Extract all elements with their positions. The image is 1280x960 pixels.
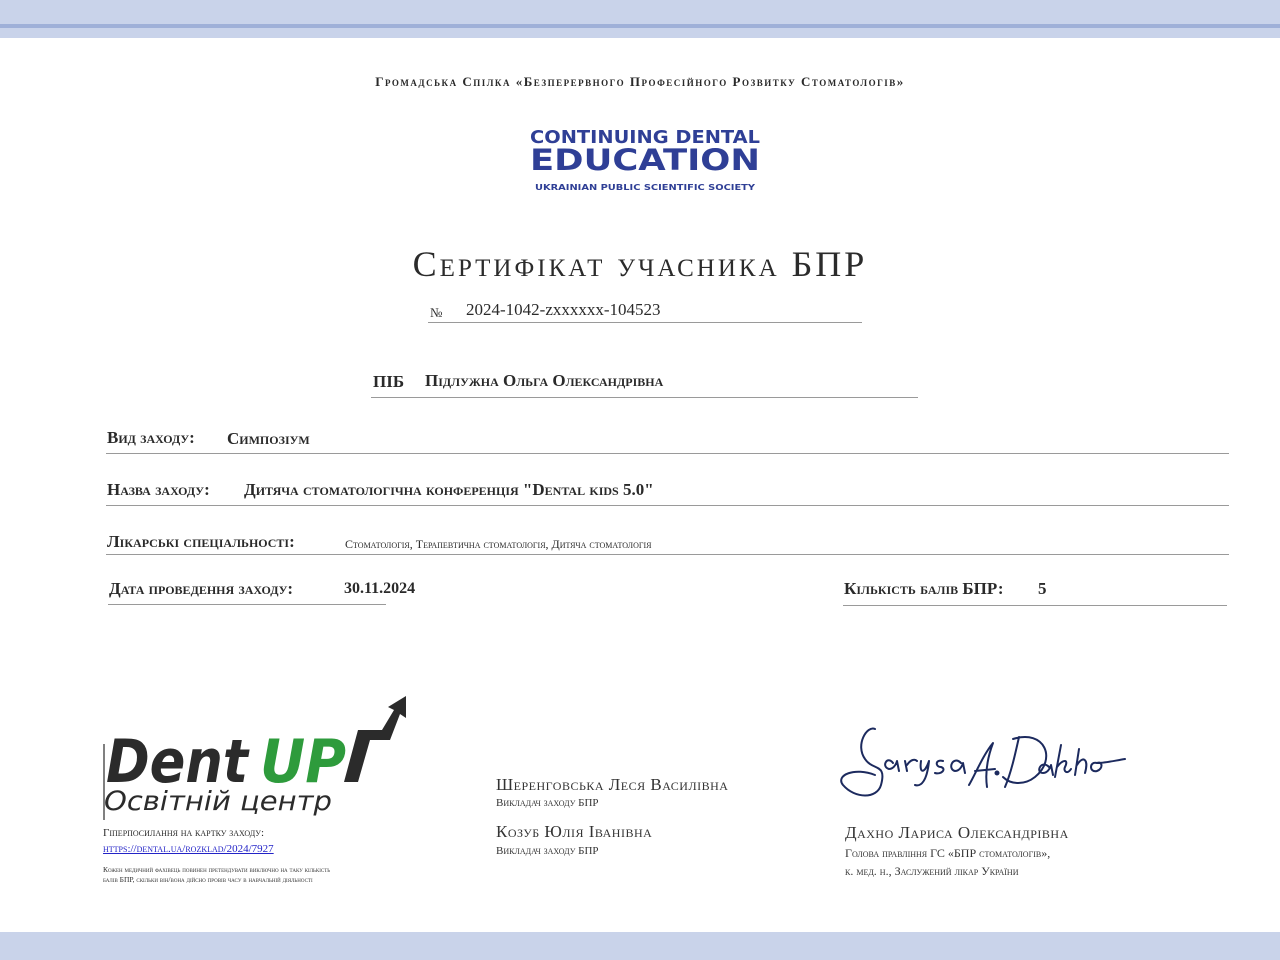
organization-name: Громадська Спілка «Безперервного Професійного Розвитку Стоматологів» (375, 74, 905, 89)
head-role-line2: к. мед. н., Заслужений лікар України (845, 864, 1019, 878)
event-name-row (106, 478, 1229, 506)
cde-logo (520, 126, 770, 196)
event-date-label: Дата проведення заходу: (109, 579, 294, 598)
certificate-title: Сертифікат учасника БПР (412, 244, 868, 284)
event-hyperlink[interactable]: https://dental.ua/rozklad/2024/7927 (103, 843, 274, 855)
bottom-border-band (0, 932, 1280, 960)
participant-name: Підлужна Ольга Олександрівна (425, 371, 664, 390)
lecturer-2-name: Козуб Юлія Іванівна (496, 822, 653, 841)
certificate-number-label: № (430, 305, 443, 320)
disclaimer-text: Кожен медичний фахівець повинен претендувати виключно на таку кількість балів БПР, скільки він/вона дійсно провів часу в навчальній діяльності (103, 865, 331, 884)
event-date-row (108, 577, 416, 605)
points-value: 5 (1038, 579, 1047, 598)
points-row (843, 577, 1227, 606)
event-date: 30.11.2024 (344, 580, 416, 597)
dentup-logo-up: UP (260, 727, 347, 797)
certificate-number: 2024-1042-zxxxxxx-104523 (466, 300, 661, 319)
specialties-label: Лікарські спеціальності: (107, 532, 295, 551)
dentup-arrow-icon (344, 696, 406, 782)
certificate-number-row (428, 300, 862, 323)
lecturer-1-name: Шеренговська Леся Василівна (496, 775, 729, 794)
head-name: Дахно Лариса Олександрівна (845, 823, 1069, 842)
lecturer-1-role: Викладач заходу БПР (496, 797, 599, 809)
cde-logo-line1: CONTINUING DENTAL (530, 127, 760, 148)
cde-logo-line3: UKRAINIAN PUBLIC SCIENTIFIC SOCIETY (535, 183, 756, 192)
cde-logo-line2: EDUCATION (530, 143, 760, 177)
top-border-band (0, 0, 1280, 38)
event-name-label: Назва заходу: (107, 480, 210, 499)
dentup-logo-dent: Dent (106, 727, 251, 797)
dentup-logo-subtitle: Освітній центр (104, 786, 332, 817)
dentup-logo (100, 690, 420, 820)
hyperlink-label: Гіперпосилання на картку заходу: (103, 827, 264, 839)
head-signature (835, 715, 1135, 800)
specialties: Стоматологія, Терапевтична стоматологія, Дитяча стоматологія (345, 537, 652, 551)
event-type-label: Вид заходу: (107, 428, 195, 447)
specialties-row (106, 532, 1229, 555)
lecturer-2-role: Викладач заходу БПР (496, 845, 599, 857)
top-border-stripe (0, 24, 1280, 28)
participant-row (371, 370, 918, 398)
points-label: Кількість балів БПР: (844, 579, 1004, 598)
event-name: Дитяча стоматологічна конференція "Dental kids 5.0" (244, 480, 654, 499)
event-type: Симпозіум (227, 429, 310, 448)
event-type-row (106, 426, 1229, 454)
participant-label: ПІБ (373, 372, 405, 391)
head-role-line1: Голова правління ГС «БПР стоматологів», (845, 846, 1051, 860)
